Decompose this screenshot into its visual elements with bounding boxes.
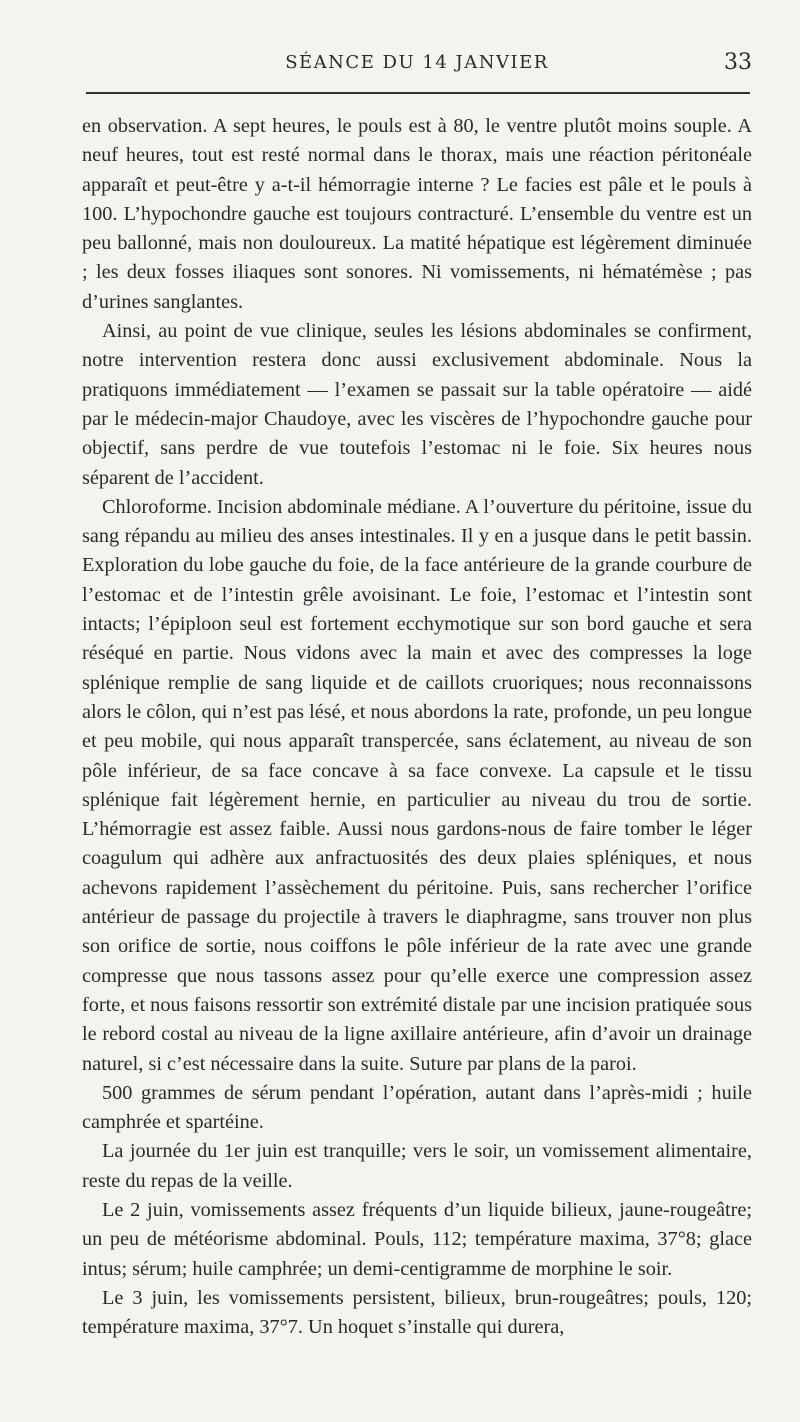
- page-number: 33: [724, 50, 752, 75]
- header-rule: [86, 92, 750, 94]
- paragraph: en observation. A sept heures, le pouls est à 80, le ventre plutôt moins souple. A neuf heures, tout est resté normal dans le thorax, mais une réaction péritonéale apparaît et peut-être y a-t-il hémorragie interne ? Le facies est pâle et le pouls à 100. L’hypochondre gauche est toujours contracturé. L’ensemble du ventre est un peu ballonné, mais non douloureux. La matité hépatique est légèrement diminuée ; les deux fosses iliaques sont sonores. Ni vomissements, ni hématémèse ; pas d’urines sanglantes.: [82, 115, 752, 313]
- body-text: [82, 112, 752, 1342]
- paragraph: La journée du 1er juin est tranquille; vers le soir, un vomissement alimentaire, reste du repas de la veille.: [82, 1140, 752, 1192]
- paragraph: Le 3 juin, les vomissements persistent, bilieux, brun-rougeâtres; pouls, 120; température maxima, 37°7. Un hoquet s’installe qui durera,: [82, 1286, 752, 1339]
- paragraph: Chloroforme. Incision abdominale médiane. A l’ouverture du péritoine, issue du sang répandu au milieu des anses intestinales. Il y en a jusque dans le petit bassin. Exploration du lobe gauche du foie, de la face antérieure de la grande courbure de l’estomac et de l’intestin grêle avoisinant. Le foie, l’estomac et l’intestin sont intacts; l’épiploon seul est fortement ecchymotique sur son bord gauche et sera réséqué en partie. Nous vidons avec la main et avec des compresses la loge splénique remplie de sang liquide et de caillots cruoriques; nous reconnaissons alors le côlon, qui n’est pas lésé, et nous abordons la rate, profonde, un peu longue et peu mobile, qui nous apparaît transpercée, sans éclatement, au niveau de son pôle inférieur, de sa face concave à sa face convexe. La capsule et le tissu splénique fait légèrement hernie, en particulier au niveau du trou de sortie. L’hémorragie est assez faible. Aussi nous gardons-nous de faire tomber le léger coagulum qui adhère aux anfractuosités des deux plaies spléniques, et nous achevons rapidement l’assèchement du péritoine. Puis, sans rechercher l’orifice antérieur de passage du projectile à travers le diaphragme, sans trouver non plus son orifice de sortie, nous coiffons le pôle inférieur de la rate avec une grande compresse que nous tassons assez pour qu’elle exerce une compression assez forte, et nous faisons ressortir son extrémité distale par une incision pratiquée sous le rebord costal au niveau de la ligne axillaire antérieure, afin d’avoir un drainage naturel, si c’est nécessaire dans la suite. Suture par plans de la paroi.: [82, 495, 752, 1075]
- paragraph: Le 2 juin, vomissements assez fréquents d’un liquide bilieux, jaune-rougeâtre; un peu de météorisme abdominal. Pouls, 112; température maxima, 37°8; glace intus; sérum; huile camphrée; un demi-centigramme de morphine le soir.: [82, 1198, 752, 1280]
- running-header: [82, 52, 752, 82]
- paragraph: 500 grammes de sérum pendant l’opération, autant dans l’après-midi ; huile camphrée et spartéine.: [82, 1081, 752, 1134]
- paragraph: Ainsi, au point de vue clinique, seules les lésions abdominales se confirment, notre intervention restera donc aussi exclusivement abdominale. Nous la pratiquons immédiatement — l’examen se passait sur la table opératoire — aidé par le médecin-major Chaudoye, avec les viscères de l’hypochondre gauche pour objectif, sans perdre de vue toutefois l’estomac ni le foie. Six heures nous séparent de l’accident.: [82, 320, 752, 489]
- running-header-title: SÉANCE DU 14 JANVIER: [285, 52, 549, 73]
